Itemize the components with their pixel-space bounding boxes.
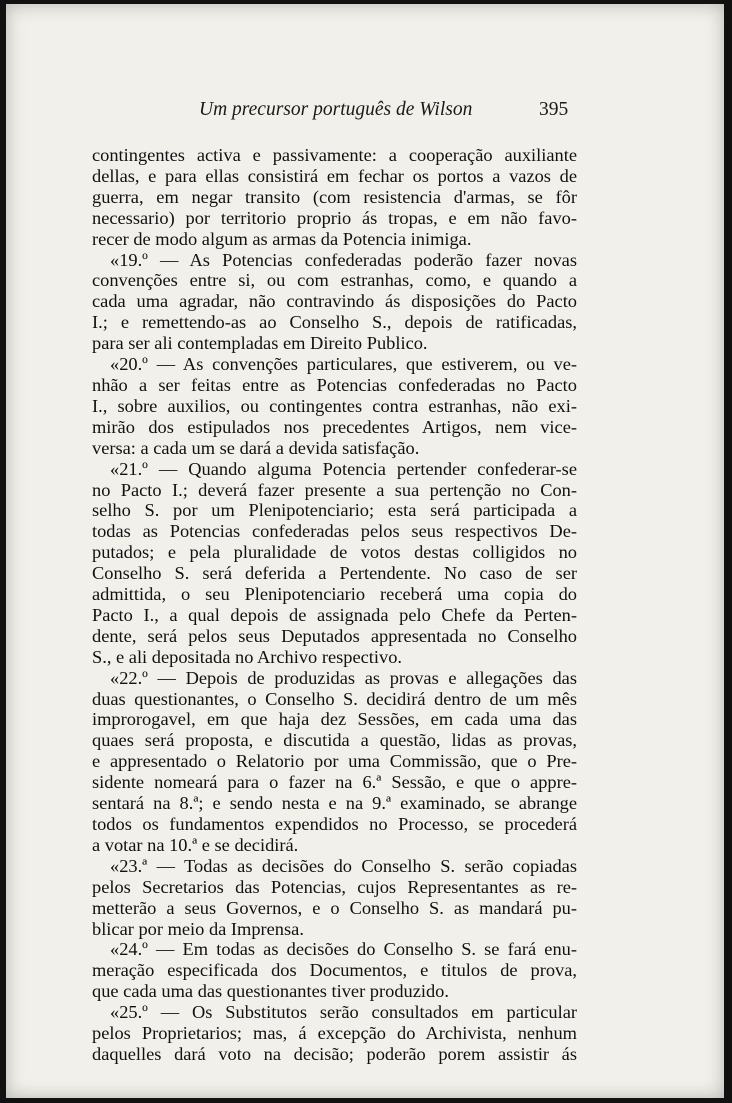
text-line: mirão dos estipulados nos precedentes Artigos, nem vice- [92, 416, 577, 437]
text-line: selho S. por um Plenipotenciario; esta será participada a [92, 500, 577, 521]
text-line: sentará na 8.ª; e sendo nesta e na 9.ª examinado, se abrange [92, 793, 577, 814]
text-line: e appresentado o Relatorio por uma Commissão, que o Pre- [92, 751, 577, 772]
text-line: pelos Secretarios das Potencias, cujos Representantes as re- [92, 876, 577, 897]
text-line: dente, será pelos seus Deputados appresentada no Conselho [92, 625, 577, 646]
text-line: I.; e remettendo-as ao Conselho S., depois de ratificadas, [92, 312, 577, 333]
text-line: a votar na 10.ª e se decidirá. [92, 834, 299, 855]
text-line: admittida, o seu Plenipotenciario receberá uma copia do [92, 584, 577, 605]
text-line: dellas, e para ellas consistirá em fechar os portos a vazos de [92, 165, 577, 186]
text-line: no Pacto I.; deverá fazer presente a sua pertenção no Con- [92, 479, 577, 500]
text-line: sidente nomeará para o fazer na 6.ª Sessão, e que o appre- [92, 772, 577, 793]
running-title: Um precursor português de Wilson [199, 99, 473, 120]
text-line: Pacto I., a qual depois de assignada pelo Chefe da Perten- [92, 604, 577, 625]
text-line: cada uma agradar, não contravindo ás disposições do Pacto [92, 291, 577, 312]
text-line: «24.º — Em todas as decisões do Conselho S. se fará enu- [110, 939, 577, 960]
text-line: Conselho S. será deferida a Pertendente. No caso de ser [92, 563, 577, 584]
text-line: convenções entre si, ou com estranhas, como, e quando a [92, 270, 577, 291]
text-line: «20.º — As convenções particulares, que estiverem, ou ve- [110, 354, 577, 375]
text-line: «23.ª — Todas as decisões do Conselho S. serão copiadas [110, 855, 577, 876]
text-line: recer de modo algum as armas da Potencia inimiga. [92, 228, 472, 249]
text-line: quaes será proposta, e discutida a questão, lidas as provas, [92, 730, 577, 751]
text-line: «21.º — Quando alguma Potencia pertender confederar-se [110, 458, 577, 479]
text-line: que cada uma das questionantes tiver produzido. [92, 981, 449, 1002]
text-line: nhão a ser feitas entre as Potencias confederadas no Pacto [92, 374, 577, 395]
text-line: versa: a cada um se dará a devida satisfação. [92, 437, 420, 458]
text-line: pelos Proprietarios; mas, á excepção do Archivista, nenhum [92, 1023, 577, 1044]
body-text [92, 145, 577, 1065]
text-line: meração especificada dos Documentos, e titulos de prova, [92, 960, 577, 981]
text-line: necessario) por territorio proprio ás tropas, e em não favo- [92, 207, 577, 228]
text-line: S., e ali depositada no Archivo respectivo. [92, 646, 403, 667]
text-line: todas as Potencias confederadas pelos seus respectivos De- [92, 521, 577, 542]
text-line: metterão a seus Governos, e o Conselho S. as mandará pu- [92, 897, 577, 918]
text-line: blicar por meio da Imprensa. [92, 918, 304, 939]
text-line: todos os fundamentos expendidos no Processo, se procederá [92, 814, 577, 834]
text-line: «22.º — Depois de produzidas as provas e allegações das [110, 667, 577, 688]
text-line: daquelles dará voto na decisão; poderão porem assistir ás [92, 1043, 577, 1064]
book-page [6, 4, 724, 1098]
text-line: «25.º — Os Substitutos serão consultados em particular [110, 1002, 577, 1023]
text-line: para ser ali contempladas em Direito Publico. [92, 333, 428, 354]
text-line: «19.º — As Potencias confederadas poderão fazer novas [110, 249, 577, 270]
text-line: improrogavel, em que haja dez Sessões, em cada uma das [92, 709, 577, 730]
text-line: putados; e pela pluralidade de votos destas colligidos no [92, 542, 577, 563]
text-line: contingentes activa e passivamente: a cooperação auxiliante [92, 145, 577, 165]
text-line: guerra, em negar transito (com resistencia d'armas, se fôr [92, 186, 577, 207]
text-line: duas questionantes, o Conselho S. decidirá dentro de um mês [92, 688, 577, 709]
page-number: 395 [539, 99, 569, 120]
text-line: I., sobre auxilios, ou contingentes contra estranhas, não exi- [92, 395, 577, 416]
